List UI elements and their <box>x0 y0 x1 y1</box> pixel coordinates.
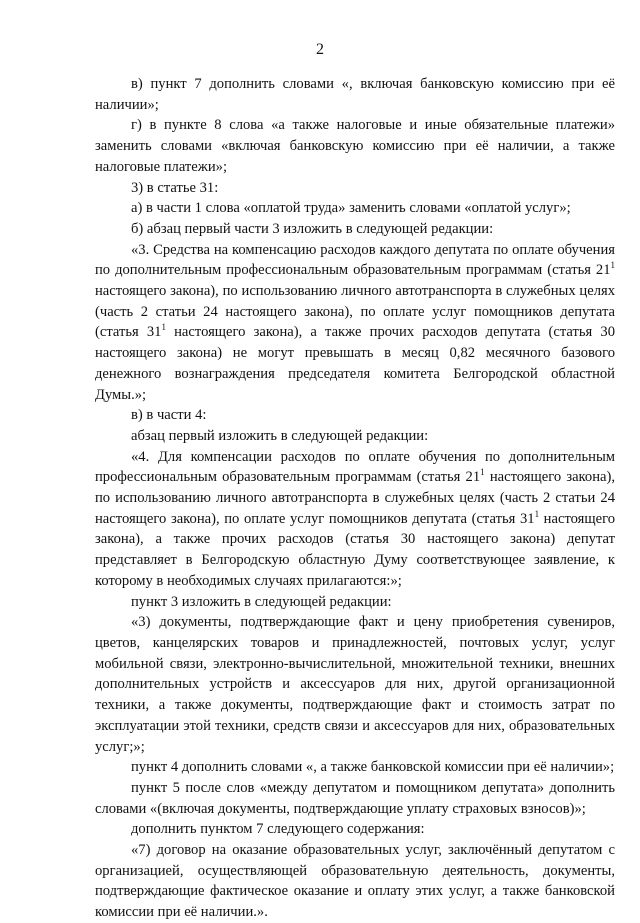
paragraph <box>95 778 615 819</box>
paragraph <box>95 219 615 240</box>
paragraph <box>95 840 615 923</box>
superscript: 1 <box>610 260 615 271</box>
text-segment: настоящего закона), по использованию личного автотранспорта в служебных целях (часть 2 статьи 24 настоящего закона), по оплате услуг помощников депутата (статья 31 <box>95 283 615 341</box>
text-segment: 3) в статье 31: <box>131 179 219 196</box>
superscript: 1 <box>480 467 485 478</box>
text-segment: абзац первый изложить в следующей редакции: <box>131 427 429 444</box>
paragraph <box>95 405 615 426</box>
paragraph <box>95 426 615 447</box>
paragraph <box>95 74 615 115</box>
text-segment: настоящего закона), а также прочих расходов депутата (статья 30 настоящего закона) не могут превышать в месяц 0,82 месячного базового денежного вознаграждения председателя комитета Белгородской областной Думы.»; <box>95 324 615 403</box>
text-segment: б) абзац первый части 3 изложить в следующей редакции: <box>131 220 494 237</box>
text-segment: «4. Для компенсации расходов по оплате обучения по дополнительным профессиональным образовательным программам (статья 21 <box>95 448 615 486</box>
text-segment: «3. Средства на компенсацию расходов каждого депутата по оплате обучения по дополнительным профессиональным образовательным программам (статья 21 <box>95 241 615 279</box>
text-segment: пункт 4 дополнить словами «, а также банковской комиссии при её наличии»; <box>131 759 615 776</box>
text-segment: пункт 5 после слов «между депутатом и помощником депутата» дополнить словами «(включая документы, подтверждающие уплату страховых взносов)»; <box>95 779 615 817</box>
text-segment: настоящего закона), а также прочих расходов (статья 30 настоящего закона) депутат представляет в Белгородскую областную Думу соответствующее заявление, к которому в необходимых случаях прилагаются:»; <box>95 510 616 589</box>
paragraph <box>95 198 615 219</box>
text-segment: г) в пункте 8 слова «а также налоговые и иные обязательные платежи» заменить словами «включая банковскую комиссию при её наличии, а также налоговые платежи»; <box>95 117 615 175</box>
document-body <box>95 74 615 923</box>
paragraph <box>95 447 615 592</box>
page-number: 2 <box>316 41 324 58</box>
paragraph <box>95 240 615 406</box>
superscript: 1 <box>161 322 166 333</box>
paragraph <box>95 592 615 613</box>
text-segment: дополнить пунктом 7 следующего содержания: <box>131 821 425 838</box>
text-segment: в) в части 4: <box>131 407 207 424</box>
text-segment: а) в части 1 слова «оплатой труда» заменить словами «оплатой услуг»; <box>131 200 571 217</box>
text-segment: в) пункт 7 дополнить словами «, включая банковскую комиссию при её наличии»; <box>95 76 615 113</box>
paragraph <box>95 757 615 778</box>
text-segment: пункт 3 изложить в следующей редакции: <box>131 593 392 610</box>
text-segment: настоящего закона), по использованию личного автотранспорта в служебных целях (часть 2 статьи 24 настоящего закона), по оплате услуг помощников депутата (статья 31 <box>95 469 615 527</box>
paragraph <box>95 612 615 757</box>
paragraph <box>95 819 615 840</box>
text-segment: «3) документы, подтверждающие факт и цену приобретения сувениров, цветов, канцелярских товаров и принадлежностей, почтовых услуг, услуг мобильной связи, электронно-вычислительной, множительной техники, внешних дополнительных устройств и аксессуаров для них, другой организационной техники, а также документы, подтверждающие факт и стоимость затрат по эксплуатации этой техники, средств связи и аксессуаров для них, образовательных услуг;»; <box>95 614 615 755</box>
paragraph <box>95 178 615 199</box>
text-segment: «7) договор на оказание образовательных услуг, заключённый депутатом с организацией, осуществляющей образовательную деятельность, документы, подтверждающие фактическое оказание и оплату этих услуг, а также банковской комиссии при её наличии.». <box>95 842 615 921</box>
paragraph <box>95 115 615 177</box>
superscript: 1 <box>534 508 540 519</box>
